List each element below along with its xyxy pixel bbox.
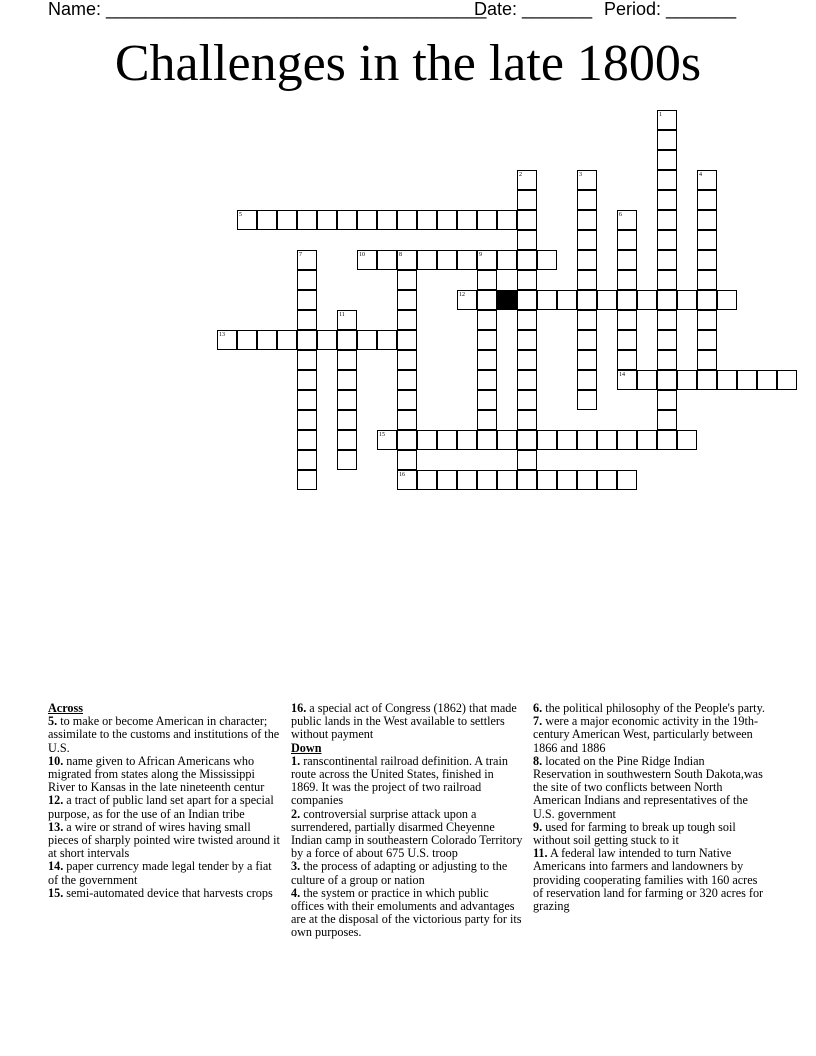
crossword-cell[interactable] — [437, 470, 457, 490]
crossword-cell[interactable] — [617, 330, 637, 350]
clue-item — [291, 887, 523, 940]
clue-item — [48, 887, 280, 900]
period-field-label: Period: _______ — [604, 0, 737, 19]
crossword-cell[interactable] — [297, 290, 317, 310]
crossword-cell[interactable] — [677, 370, 697, 390]
crossword-cell[interactable] — [737, 370, 757, 390]
crossword-cell[interactable] — [517, 310, 537, 330]
crossword-cell[interactable] — [517, 370, 537, 390]
clue-number-label: 2 — [519, 172, 522, 178]
crossword-cell[interactable] — [657, 270, 677, 290]
crossword-cell[interactable] — [677, 290, 697, 310]
clue-number-label: 5 — [239, 212, 242, 218]
clue-item — [291, 860, 523, 886]
clue-number-label: 3 — [579, 172, 582, 178]
clue-text: a tract of public land set apart for a special purpose, as for the use of an Indian tribe — [48, 793, 274, 821]
crossword-cell[interactable] — [577, 310, 597, 330]
crossword-cell[interactable] — [497, 470, 517, 490]
crossword-cell[interactable] — [537, 250, 557, 270]
crossword-cell[interactable] — [557, 430, 577, 450]
clue-text: name given to African Americans who migrated from states along the Mississippi River to Kansas in the late nineteenth centur — [48, 753, 265, 795]
crossword-cell[interactable] — [397, 310, 417, 330]
crossword-cell[interactable] — [597, 290, 617, 310]
crossword-cell[interactable] — [557, 290, 577, 310]
clue-item — [291, 808, 523, 861]
clue-text: the system or practice in which public offices with their emoluments and advantages are at the disposal of the victorious party for its own purposes. — [291, 885, 522, 940]
clue-number: 4. — [291, 885, 301, 900]
crossword-cell[interactable] — [477, 350, 497, 370]
crossword-cell[interactable] — [417, 430, 437, 450]
crossword-cell[interactable] — [677, 430, 697, 450]
clue-text: a wire or strand of wires having small pieces of sharply pointed wire twisted around it at short intervals — [48, 819, 280, 861]
crossword-cell[interactable] — [477, 310, 497, 330]
crossword-cell[interactable] — [517, 430, 537, 450]
clue-number-label: 7 — [299, 252, 302, 258]
crossword-cell[interactable] — [417, 210, 437, 230]
crossword-cell[interactable] — [577, 270, 597, 290]
crossword-cell[interactable] — [617, 290, 637, 310]
crossword-cell[interactable] — [517, 390, 537, 410]
crossword-cell[interactable] — [697, 270, 717, 290]
crossword-cell[interactable] — [477, 330, 497, 350]
clue-number-label: 13 — [219, 332, 225, 338]
clues-column-2 — [291, 702, 523, 940]
crossword-cell[interactable] — [397, 290, 417, 310]
clue-number-label: 14 — [619, 372, 625, 378]
crossword-cell[interactable] — [717, 370, 737, 390]
clue-number: 9. — [533, 819, 543, 834]
crossword-cell[interactable] — [317, 210, 337, 230]
crossword-cell[interactable] — [297, 350, 317, 370]
crossword-cell[interactable] — [477, 210, 497, 230]
crossword-cell[interactable] — [517, 270, 537, 290]
crossword-cell[interactable] — [697, 210, 717, 230]
crossword-cell[interactable] — [657, 330, 677, 350]
clue-number-label: 11 — [339, 312, 345, 318]
crossword-cell[interactable] — [657, 310, 677, 330]
crossword-cell[interactable] — [277, 330, 297, 350]
clue-item — [48, 794, 280, 820]
clue-item — [48, 755, 280, 795]
crossword-cell[interactable] — [377, 250, 397, 270]
crossword-cell[interactable] — [517, 330, 537, 350]
crossword-cell[interactable] — [297, 470, 317, 490]
crossword-cell[interactable] — [577, 330, 597, 350]
crossword-cell[interactable] — [337, 430, 357, 450]
crossword-cell[interactable] — [517, 210, 537, 230]
clue-text: the political philosophy of the People's party. — [545, 701, 765, 715]
crossword-cell[interactable] — [597, 470, 617, 490]
crossword-cell[interactable] — [657, 290, 677, 310]
crossword-cell[interactable] — [657, 190, 677, 210]
crossword-cell[interactable] — [577, 250, 597, 270]
crossword-cell[interactable] — [517, 230, 537, 250]
crossword-cell[interactable] — [417, 470, 437, 490]
crossword-cell[interactable] — [517, 290, 537, 310]
crossword-cell[interactable] — [497, 250, 517, 270]
clue-text: paper currency made legal tender by a fiat of the government — [48, 859, 272, 887]
clue-number: 1. — [291, 753, 301, 768]
clue-number: 7. — [533, 714, 543, 729]
crossword-cell[interactable] — [297, 210, 317, 230]
crossword-cell[interactable] — [397, 430, 417, 450]
crossword-cell[interactable] — [337, 390, 357, 410]
crossword-cell[interactable] — [697, 330, 717, 350]
crossword-cell[interactable] — [617, 270, 637, 290]
crossword-cell[interactable] — [617, 310, 637, 330]
crossword-cell[interactable] — [477, 410, 497, 430]
clue-item — [48, 821, 280, 861]
clue-item — [48, 860, 280, 886]
clue-text: semi-automated device that harvests crops — [66, 885, 273, 900]
clue-number: 8. — [533, 753, 543, 768]
crossword-cell[interactable] — [617, 430, 637, 450]
crossword-cell[interactable] — [337, 330, 357, 350]
crossword-cell[interactable] — [277, 210, 297, 230]
clue-item — [291, 755, 523, 808]
crossword-cell[interactable] — [337, 210, 357, 230]
clue-text: ranscontinental railroad definition. A train route across the United States, finished in 1869. It was the project of two railroad companies — [291, 753, 508, 808]
crossword-cell[interactable] — [657, 150, 677, 170]
clue-item — [533, 755, 765, 821]
crossword-cell[interactable] — [617, 470, 637, 490]
crossword-cell[interactable] — [397, 370, 417, 390]
clue-number: 6. — [533, 701, 543, 715]
crossword-cell[interactable] — [337, 350, 357, 370]
clue-number: 16. — [291, 701, 307, 715]
crossword-cell[interactable] — [397, 350, 417, 370]
crossword-cell[interactable] — [337, 410, 357, 430]
clue-number: 14. — [48, 859, 64, 874]
crossword-cell[interactable] — [457, 210, 477, 230]
crossword-cell[interactable] — [497, 210, 517, 230]
crossword-cell[interactable] — [357, 330, 377, 350]
crossword-cell[interactable] — [337, 370, 357, 390]
crossword-cell[interactable] — [457, 430, 477, 450]
clue-number: 3. — [291, 859, 301, 874]
crossword-cell[interactable] — [697, 350, 717, 370]
crossword-cell[interactable] — [697, 310, 717, 330]
crossword-cell[interactable] — [577, 210, 597, 230]
crossword-cell[interactable] — [577, 230, 597, 250]
clue-text: were a major economic activity in the 19th-century American West, particularly between 1866 and 1886 — [533, 714, 759, 755]
crossword-cell[interactable] — [237, 330, 257, 350]
crossword-cell[interactable] — [357, 210, 377, 230]
clue-number-label: 6 — [619, 212, 622, 218]
page-title: Challenges in the late 1800s — [114, 35, 702, 92]
blocked-cell — [497, 290, 517, 310]
clue-item — [533, 715, 765, 755]
crossword-cell[interactable] — [697, 190, 717, 210]
crossword-cell[interactable] — [297, 270, 317, 290]
crossword-cell[interactable] — [337, 450, 357, 470]
crossword-cell[interactable] — [297, 330, 317, 350]
clues-column-1 — [48, 702, 280, 900]
crossword-cell[interactable] — [477, 390, 497, 410]
crossword-cell[interactable] — [537, 290, 557, 310]
crossword-cell[interactable] — [457, 250, 477, 270]
clue-number-label: 10 — [359, 252, 365, 258]
clue-number: 15. — [48, 885, 64, 900]
crossword-cell[interactable] — [577, 390, 597, 410]
section-heading: Down — [291, 740, 322, 755]
crossword-cell[interactable] — [377, 330, 397, 350]
clue-number: 10. — [48, 753, 64, 768]
crossword-cell[interactable] — [297, 410, 317, 430]
crossword-cell[interactable] — [657, 410, 677, 430]
crossword-cell[interactable] — [517, 450, 537, 470]
clue-number-label: 1 — [659, 112, 662, 118]
crossword-cell[interactable] — [257, 210, 277, 230]
crossword-cell[interactable] — [517, 470, 537, 490]
clue-text: to make or become American in character; assimilate to the customs and institutions of the U.S. — [48, 714, 280, 755]
crossword-cell[interactable] — [437, 430, 457, 450]
crossword-cell[interactable] — [577, 470, 597, 490]
crossword-cell[interactable] — [477, 470, 497, 490]
crossword-cell[interactable] — [657, 370, 677, 390]
crossword-cell[interactable] — [297, 390, 317, 410]
clues-column-3 — [533, 702, 765, 913]
crossword-cell[interactable] — [757, 370, 777, 390]
crossword-cell[interactable] — [657, 230, 677, 250]
crossword-cell[interactable] — [397, 410, 417, 430]
crossword-cell[interactable] — [537, 430, 557, 450]
crossword-cell[interactable] — [597, 430, 617, 450]
crossword-cell[interactable] — [397, 390, 417, 410]
crossword-cell[interactable] — [657, 350, 677, 370]
crossword-cell[interactable] — [697, 290, 717, 310]
crossword-cell[interactable] — [517, 350, 537, 370]
clue-number-label: 15 — [379, 432, 385, 438]
clue-text: located on the Pine Ridge Indian Reservation in southwestern South Dakota,was the site of two conflicts between North American Indians and representatives of the U.S. government — [533, 753, 763, 821]
crossword-cell[interactable] — [577, 350, 597, 370]
crossword-cell[interactable] — [397, 330, 417, 350]
crossword-cell[interactable] — [697, 250, 717, 270]
crossword-cell[interactable] — [637, 430, 657, 450]
crossword-cell[interactable] — [697, 230, 717, 250]
crossword-cell[interactable] — [577, 370, 597, 390]
crossword-cell[interactable] — [397, 270, 417, 290]
clue-number-label: 12 — [459, 292, 465, 298]
crossword-cell[interactable] — [637, 370, 657, 390]
clue-number-label: 9 — [479, 252, 482, 258]
crossword-cell[interactable] — [317, 330, 337, 350]
clue-number-label: 16 — [399, 472, 405, 478]
crossword-cell[interactable] — [557, 470, 577, 490]
crossword-cell[interactable] — [517, 410, 537, 430]
crossword-cell[interactable] — [397, 210, 417, 230]
crossword-cell[interactable] — [577, 190, 597, 210]
crossword-cell[interactable] — [297, 430, 317, 450]
clue-text: the process of adapting or adjusting to the culture of a group or nation — [291, 859, 508, 887]
clue-number: 5. — [48, 714, 58, 729]
name-field-label: Name: ______________________________________ — [48, 0, 487, 19]
crossword-cell[interactable] — [397, 450, 417, 470]
crossword-cell[interactable] — [517, 190, 537, 210]
clue-item — [533, 847, 765, 913]
crossword-cell[interactable] — [437, 250, 457, 270]
crossword-cell[interactable] — [517, 250, 537, 270]
section-heading: Across — [48, 701, 83, 715]
crossword-cell[interactable] — [657, 210, 677, 230]
crossword-cell[interactable] — [657, 250, 677, 270]
crossword-cell[interactable] — [477, 430, 497, 450]
clue-number-label: 4 — [699, 172, 702, 178]
crossword-cell[interactable] — [697, 370, 717, 390]
crossword-cell[interactable] — [477, 290, 497, 310]
clue-text: a special act of Congress (1862) that made public lands in the West available to settlers without payment — [291, 701, 517, 742]
clue-number: 2. — [291, 806, 301, 821]
clue-text: controversial surprise attack upon a surrendered, partially disarmed Cheyenne Indian camp in southeastern Colorado Territory by a force of about 675 U.S. troop — [291, 806, 523, 861]
clue-text: A federal law intended to turn Native Americans into farmers and landowners by providing cooperating families with 160 acres of reservation land for farming or 320 acres for grazing — [533, 846, 764, 914]
crossword-cell[interactable] — [717, 290, 737, 310]
clue-number: 11. — [533, 846, 548, 861]
crossword-cell[interactable] — [537, 470, 557, 490]
crossword-cell[interactable] — [437, 210, 457, 230]
crossword-cell[interactable] — [457, 470, 477, 490]
clue-item — [291, 702, 523, 742]
crossword-cell[interactable] — [617, 250, 637, 270]
crossword-cell[interactable] — [657, 390, 677, 410]
crossword-cell[interactable] — [617, 350, 637, 370]
crossword-cell[interactable] — [637, 290, 657, 310]
crossword-cell[interactable] — [477, 270, 497, 290]
crossword-cell[interactable] — [297, 370, 317, 390]
clue-item — [48, 715, 280, 755]
crossword-cell[interactable] — [657, 130, 677, 150]
clue-number: 12. — [48, 793, 64, 808]
crossword-cell[interactable] — [577, 430, 597, 450]
clue-number-label: 8 — [399, 252, 402, 258]
crossword-cell[interactable] — [477, 370, 497, 390]
clue-text: used for farming to break up tough soil without soil getting stuck to it — [533, 819, 736, 848]
clue-item — [533, 821, 765, 847]
crossword-cell[interactable] — [657, 170, 677, 190]
crossword-cell[interactable] — [377, 210, 397, 230]
clue-number: 13. — [48, 819, 64, 834]
crossword-cell[interactable] — [617, 230, 637, 250]
crossword-cell[interactable] — [657, 430, 677, 450]
date-field-label: Date: _______ — [474, 0, 593, 19]
crossword-cell[interactable] — [297, 310, 317, 330]
crossword-cell[interactable] — [777, 370, 797, 390]
crossword-cell[interactable] — [257, 330, 277, 350]
crossword-cell[interactable] — [297, 450, 317, 470]
crossword-cell[interactable] — [577, 290, 597, 310]
crossword-cell[interactable] — [497, 430, 517, 450]
crossword-cell[interactable] — [417, 250, 437, 270]
